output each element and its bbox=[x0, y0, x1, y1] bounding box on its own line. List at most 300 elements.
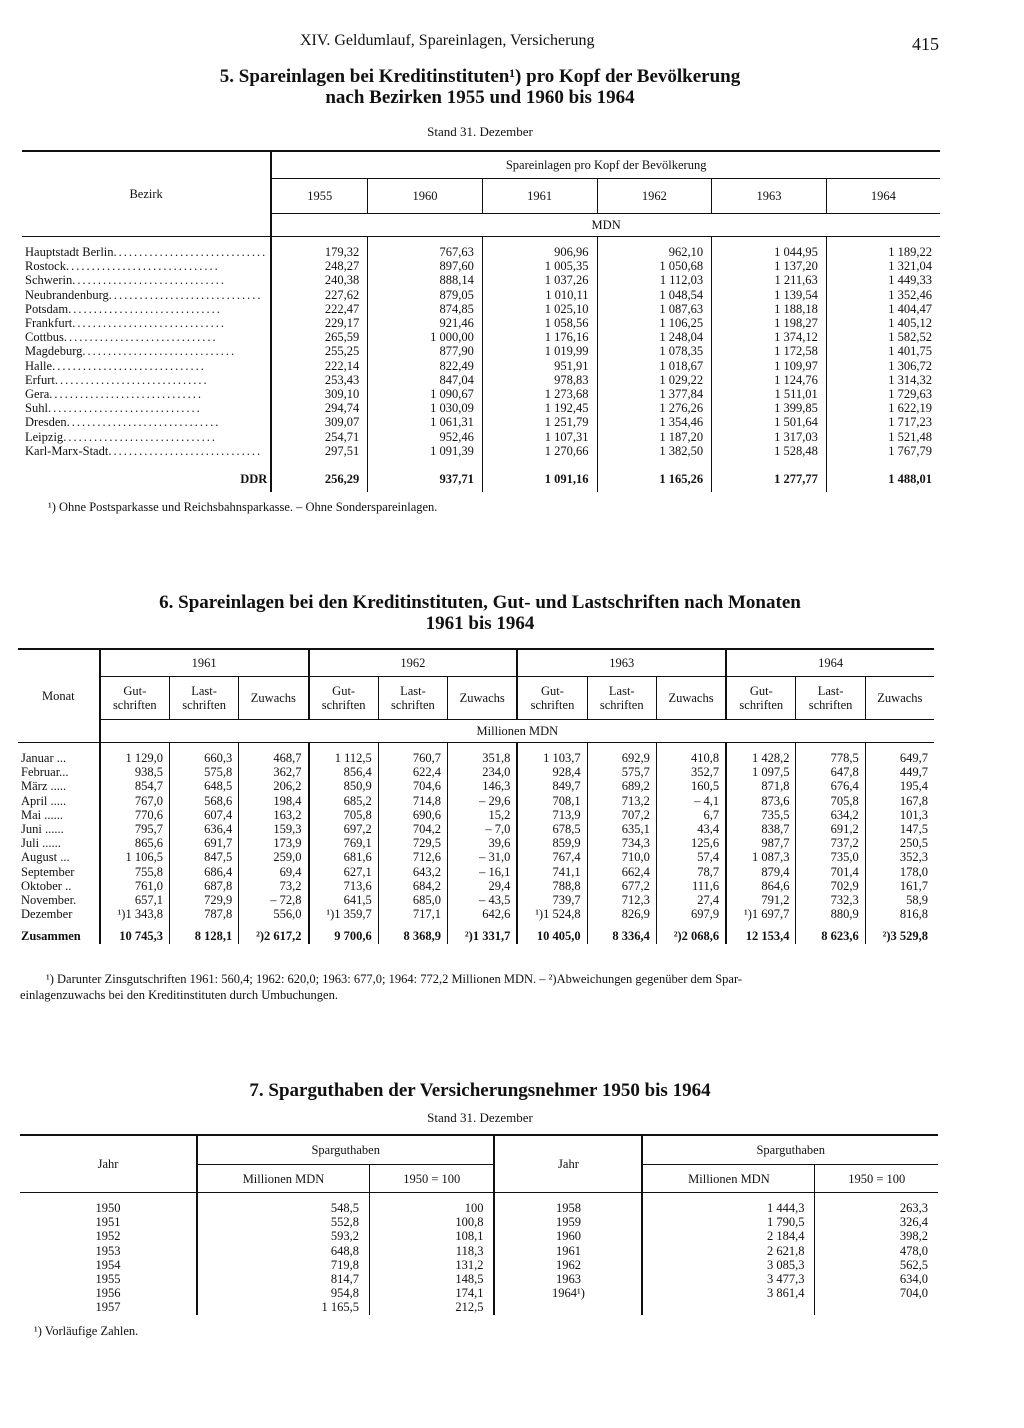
table5-title bbox=[120, 66, 840, 108]
table-cell: ¹)1 359,7 bbox=[309, 907, 379, 921]
table-cell: 1 321,04 bbox=[826, 259, 940, 273]
table-row bbox=[20, 1193, 938, 1216]
row-label bbox=[22, 259, 271, 273]
table-cell: 888,14 bbox=[368, 273, 483, 287]
row-name: Gera bbox=[25, 387, 50, 402]
row-label bbox=[22, 415, 271, 429]
table-cell: 714,8 bbox=[378, 794, 447, 808]
table-cell: – 72,8 bbox=[239, 893, 309, 907]
table-cell: 1 112,03 bbox=[597, 273, 712, 287]
table-cell: 1950 bbox=[95, 1201, 121, 1215]
row-name: Karl-Marx-Stadt bbox=[25, 443, 109, 458]
table-row bbox=[20, 1300, 938, 1314]
table-cell: 1 109,97 bbox=[712, 359, 827, 373]
table-cell: 1 404,47 bbox=[826, 302, 940, 316]
table-cell: 854,7 bbox=[100, 779, 170, 793]
table-cell: 1 189,22 bbox=[826, 237, 940, 260]
table-cell: 8 368,9 bbox=[378, 921, 447, 943]
table5-stand: Stand 31. Dezember bbox=[427, 124, 533, 139]
table6-total-row bbox=[18, 921, 934, 943]
table7-group-left: Sparguthaben bbox=[197, 1135, 494, 1165]
table-row bbox=[18, 794, 934, 808]
table-cell: 755,8 bbox=[100, 865, 170, 879]
table-cell: 1 270,66 bbox=[482, 444, 597, 458]
table-cell: 1 106,25 bbox=[597, 316, 712, 330]
table-cell: 259,0 bbox=[239, 850, 309, 864]
table-row bbox=[22, 415, 940, 429]
table-cell: 263,3 bbox=[815, 1193, 938, 1216]
table-cell: 1 018,67 bbox=[597, 359, 712, 373]
table-cell: 240,38 bbox=[271, 273, 367, 287]
row-name: Magdeburg bbox=[25, 344, 83, 359]
table-cell: 734,3 bbox=[587, 836, 656, 850]
table-cell: 1 087,3 bbox=[726, 850, 796, 864]
table-cell: 568,6 bbox=[169, 794, 238, 808]
table-cell: 297,51 bbox=[271, 444, 367, 458]
table-cell: 1 029,22 bbox=[597, 373, 712, 387]
table-row bbox=[20, 1286, 938, 1300]
table-cell: 928,4 bbox=[517, 765, 587, 779]
table-cell: 874,85 bbox=[368, 302, 483, 316]
table5-unit: MDN bbox=[271, 214, 940, 237]
table-cell: 351,8 bbox=[448, 743, 518, 766]
table-cell: 1 000,00 bbox=[368, 330, 483, 344]
table6-year-header: 1963 bbox=[517, 649, 726, 677]
table-cell: 729,5 bbox=[378, 836, 447, 850]
table-cell: 101,3 bbox=[865, 808, 934, 822]
table-cell: 921,46 bbox=[368, 316, 483, 330]
table6-title-line2: 1961 bis 1964 bbox=[425, 613, 535, 634]
table-row bbox=[18, 850, 934, 864]
table-row bbox=[18, 879, 934, 893]
table-cell: ²)3 529,8 bbox=[865, 921, 934, 943]
table-cell: 847,5 bbox=[169, 850, 238, 864]
table-cell: 3 477,3 bbox=[642, 1272, 814, 1286]
page-number: 415 bbox=[912, 34, 939, 54]
table-cell: 234,0 bbox=[448, 765, 518, 779]
table-cell: 1 382,50 bbox=[597, 444, 712, 458]
table-row bbox=[18, 808, 934, 822]
table-cell: 1 091,39 bbox=[368, 444, 483, 458]
row-name: Rostock bbox=[25, 259, 66, 274]
table-cell: 678,5 bbox=[517, 822, 587, 836]
table-row bbox=[22, 359, 940, 373]
table5-year-header: 1955 bbox=[271, 179, 367, 214]
table-cell: 1 399,85 bbox=[712, 401, 827, 415]
row-name: Halle bbox=[25, 358, 53, 373]
row-label bbox=[22, 344, 271, 358]
table-cell: 701,4 bbox=[796, 865, 865, 879]
table6-subheader-last: Last- schriften bbox=[796, 677, 865, 720]
table-cell: 649,7 bbox=[865, 743, 934, 766]
table-cell: 148,5 bbox=[369, 1272, 494, 1286]
table-cell: 791,2 bbox=[726, 893, 796, 907]
table-cell: 1 354,46 bbox=[597, 415, 712, 429]
table-cell: 131,2 bbox=[369, 1258, 494, 1272]
leader-dots: .............................. bbox=[49, 387, 204, 402]
table-cell: 1956 bbox=[95, 1286, 121, 1301]
table-cell: 951,91 bbox=[482, 359, 597, 373]
table-cell: 118,3 bbox=[369, 1244, 494, 1258]
row-label: Mai ...... bbox=[21, 807, 64, 822]
table-cell: 739,7 bbox=[517, 893, 587, 907]
table-cell: 57,4 bbox=[656, 850, 726, 864]
table-cell: 760,7 bbox=[378, 743, 447, 766]
table-cell: 897,60 bbox=[368, 259, 483, 273]
table6-title bbox=[40, 592, 920, 634]
table-cell: 1 172,58 bbox=[712, 344, 827, 358]
table-row bbox=[20, 1229, 938, 1243]
row-name: Leipzig bbox=[25, 429, 64, 444]
row-label bbox=[22, 316, 271, 330]
table-cell: 978,83 bbox=[482, 373, 597, 387]
table-cell: 1 058,56 bbox=[482, 316, 597, 330]
table-cell: 9 700,6 bbox=[309, 921, 379, 943]
table-cell: 309,07 bbox=[271, 415, 367, 429]
table-cell: 163,2 bbox=[239, 808, 309, 822]
table7-title: 7. Sparguthaben der Versicherungsnehmer 1950 bis 1964 bbox=[249, 1080, 711, 1101]
table-cell: 1 165,5 bbox=[197, 1300, 369, 1314]
table-cell: 879,4 bbox=[726, 865, 796, 879]
row-name: Frankfurt bbox=[25, 316, 73, 331]
table-cell: 227,62 bbox=[271, 288, 367, 302]
table-cell: 704,6 bbox=[378, 779, 447, 793]
table-cell: 719,8 bbox=[197, 1258, 369, 1272]
table-row bbox=[22, 237, 940, 260]
table6-subheader-gut: Gut- schriften bbox=[517, 677, 587, 720]
leader-dots: .............................. bbox=[113, 245, 268, 259]
table7-col-index-left: 1950 = 100 bbox=[369, 1165, 494, 1193]
table-cell: 1 087,63 bbox=[597, 302, 712, 316]
table-cell: 1 090,67 bbox=[368, 387, 483, 401]
table6-subheader-zuw: Zuwachs bbox=[865, 677, 934, 720]
table5-title-line2: nach Bezirken 1955 und 1960 bis 1964 bbox=[325, 87, 635, 108]
table-cell: 707,2 bbox=[587, 808, 656, 822]
table7-stand: Stand 31. Dezember bbox=[427, 1110, 533, 1125]
table-cell: 954,8 bbox=[197, 1286, 369, 1300]
table-cell: 713,2 bbox=[587, 794, 656, 808]
leader-dots: .............................. bbox=[68, 301, 222, 316]
table-cell: 562,5 bbox=[815, 1258, 938, 1272]
table6-subheader-last: Last- schriften bbox=[169, 677, 238, 720]
table-cell: 767,63 bbox=[368, 237, 483, 260]
table6-footnote-1: ¹) Darunter Zinsgutschriften 1961: 560,4; 1962: 620,0; 1963: 677,0; 1964: 772,2 Millionen MDN. – ²)Abweichungen gegenüber dem Spar- bbox=[46, 972, 743, 986]
table-cell bbox=[494, 1300, 642, 1314]
table-cell: 691,7 bbox=[169, 836, 238, 850]
table-cell: 3 861,4 bbox=[642, 1286, 814, 1300]
table-cell: 1 277,77 bbox=[712, 458, 827, 492]
table5-title-line1: 5. Spareinlagen bei Kreditinstituten¹) pro Kopf der Bevölkerung bbox=[219, 66, 741, 87]
table6-subheader-gut: Gut- schriften bbox=[309, 677, 379, 720]
table-cell: 255,25 bbox=[271, 344, 367, 358]
table-cell: 826,9 bbox=[587, 907, 656, 921]
table-cell: 636,4 bbox=[169, 822, 238, 836]
table-cell: 657,1 bbox=[100, 893, 170, 907]
table-cell: 676,4 bbox=[796, 779, 865, 793]
table-cell: 1955 bbox=[95, 1272, 121, 1287]
table-cell: 265,59 bbox=[271, 330, 367, 344]
leader-dots: .............................. bbox=[52, 358, 206, 373]
table-cell: 687,8 bbox=[169, 879, 238, 893]
table6-subheader-gut: Gut- schriften bbox=[726, 677, 796, 720]
row-name: Dresden bbox=[25, 415, 67, 430]
row-label bbox=[22, 430, 271, 444]
leader-dots: .............................. bbox=[108, 287, 263, 302]
table6-year-header: 1962 bbox=[309, 649, 518, 677]
table-cell: 689,2 bbox=[587, 779, 656, 793]
table5-year-header: 1960 bbox=[368, 179, 483, 214]
table-cell: 100,8 bbox=[369, 1215, 494, 1229]
table-cell: 410,8 bbox=[656, 743, 726, 766]
table-cell: 326,4 bbox=[815, 1215, 938, 1229]
table-cell: 1 401,75 bbox=[826, 344, 940, 358]
table-cell: ²)1 331,7 bbox=[448, 921, 518, 943]
row-label bbox=[22, 401, 271, 415]
table-cell: 178,0 bbox=[865, 865, 934, 879]
leader-dots: .............................. bbox=[47, 401, 202, 416]
table-cell: 254,71 bbox=[271, 430, 367, 444]
table-cell: 1951 bbox=[95, 1215, 121, 1230]
table-cell: 43,4 bbox=[656, 822, 726, 836]
table-row bbox=[22, 430, 940, 444]
table-cell: 769,1 bbox=[309, 836, 379, 850]
table-row bbox=[18, 893, 934, 907]
table-cell: 708,1 bbox=[517, 794, 587, 808]
table-cell: 838,7 bbox=[726, 822, 796, 836]
table-cell: – 43,5 bbox=[448, 893, 518, 907]
row-label: Zusammen bbox=[21, 929, 81, 944]
table-cell: 704,0 bbox=[815, 1286, 938, 1300]
table-cell: 690,6 bbox=[378, 808, 447, 822]
table-cell: – 16,1 bbox=[448, 865, 518, 879]
table-cell: 1 037,26 bbox=[482, 273, 597, 287]
table-cell: 1954 bbox=[95, 1257, 121, 1272]
table-cell: 787,8 bbox=[169, 907, 238, 921]
leader-dots: .............................. bbox=[108, 443, 263, 458]
table-cell: 352,7 bbox=[656, 765, 726, 779]
table5-year-header: 1964 bbox=[826, 179, 940, 214]
table-cell: 69,4 bbox=[239, 865, 309, 879]
leader-dots: .............................. bbox=[63, 429, 217, 444]
table-cell: 681,6 bbox=[309, 850, 379, 864]
leader-dots: .............................. bbox=[65, 259, 220, 274]
table-cell: 125,6 bbox=[656, 836, 726, 850]
table-cell: 1 030,09 bbox=[368, 401, 483, 415]
table6-year-header: 1961 bbox=[100, 649, 309, 677]
table-row bbox=[22, 373, 940, 387]
table-cell: 877,90 bbox=[368, 344, 483, 358]
table-row bbox=[18, 865, 934, 879]
table-cell: 1963 bbox=[494, 1272, 642, 1286]
table-cell: 705,8 bbox=[309, 808, 379, 822]
table-cell: 575,7 bbox=[587, 765, 656, 779]
table-cell: 685,0 bbox=[378, 893, 447, 907]
table-cell: 634,2 bbox=[796, 808, 865, 822]
table-cell: 1959 bbox=[494, 1215, 642, 1229]
table-cell: 847,04 bbox=[368, 373, 483, 387]
table-cell: 167,8 bbox=[865, 794, 934, 808]
table-cell: 635,1 bbox=[587, 822, 656, 836]
table-cell: 737,2 bbox=[796, 836, 865, 850]
row-label bbox=[22, 302, 271, 316]
table-cell: 362,7 bbox=[239, 765, 309, 779]
table-cell: 622,4 bbox=[378, 765, 447, 779]
table-cell: 627,1 bbox=[309, 865, 379, 879]
table5-year-header: 1962 bbox=[597, 179, 712, 214]
table-cell: 398,2 bbox=[815, 1229, 938, 1243]
table-cell: 222,47 bbox=[271, 302, 367, 316]
table-cell: 1 767,79 bbox=[826, 444, 940, 458]
table-cell: 814,7 bbox=[197, 1272, 369, 1286]
table-cell: 770,6 bbox=[100, 808, 170, 822]
table-cell: 816,8 bbox=[865, 907, 934, 921]
table7-col-jahr-left: Jahr bbox=[20, 1135, 197, 1193]
table-cell: 179,32 bbox=[271, 237, 367, 260]
table-row bbox=[18, 765, 934, 779]
table-cell: 648,8 bbox=[197, 1244, 369, 1258]
leader-dots: .............................. bbox=[72, 273, 226, 288]
leader-dots: .............................. bbox=[72, 316, 226, 331]
table-cell: 767,4 bbox=[517, 850, 587, 864]
table-cell: 1 488,01 bbox=[826, 458, 940, 492]
table-cell: 850,9 bbox=[309, 779, 379, 793]
table-cell: 1 198,27 bbox=[712, 316, 827, 330]
row-name: Potsdam bbox=[25, 301, 69, 316]
table-cell: – 4,1 bbox=[656, 794, 726, 808]
table-cell: 677,2 bbox=[587, 879, 656, 893]
table-cell: 1 306,72 bbox=[826, 359, 940, 373]
table5-group-header: Spareinlagen pro Kopf der Bevölkerung bbox=[271, 151, 940, 179]
table-cell: 1 107,31 bbox=[482, 430, 597, 444]
table-cell: 735,0 bbox=[796, 850, 865, 864]
table-cell: 2 184,4 bbox=[642, 1229, 814, 1243]
row-label bbox=[22, 330, 271, 344]
table-cell: 73,2 bbox=[239, 879, 309, 893]
table-cell: 859,9 bbox=[517, 836, 587, 850]
table-cell: 987,7 bbox=[726, 836, 796, 850]
table-cell: 108,1 bbox=[369, 1229, 494, 1243]
row-name: Hauptstadt Berlin bbox=[25, 245, 114, 259]
table-cell: 1 010,11 bbox=[482, 288, 597, 302]
table-row bbox=[18, 822, 934, 836]
table7 bbox=[20, 1134, 938, 1315]
table-cell: 1 444,3 bbox=[642, 1193, 814, 1216]
table-cell: 222,14 bbox=[271, 359, 367, 373]
table-cell: 702,9 bbox=[796, 879, 865, 893]
table-cell: 593,2 bbox=[197, 1229, 369, 1243]
row-label: April ..... bbox=[21, 793, 67, 808]
table-cell: 147,5 bbox=[865, 822, 934, 836]
table-cell: 1958 bbox=[494, 1193, 642, 1216]
table-cell: ²)2 068,6 bbox=[656, 921, 726, 943]
table-cell: 111,6 bbox=[656, 879, 726, 893]
table-cell: 607,4 bbox=[169, 808, 238, 822]
table-cell: 161,7 bbox=[865, 879, 934, 893]
table-cell: 1961 bbox=[494, 1244, 642, 1258]
row-name: Schwerin bbox=[25, 273, 73, 288]
table7-col-jahr-right: Jahr bbox=[494, 1135, 642, 1193]
row-label: Februar... bbox=[21, 765, 69, 780]
table-cell: 704,2 bbox=[378, 822, 447, 836]
table-cell: ¹)1 524,8 bbox=[517, 907, 587, 921]
table-cell: 146,3 bbox=[448, 779, 518, 793]
row-label bbox=[22, 444, 271, 458]
row-label: Oktober .. bbox=[21, 878, 72, 893]
table-cell: 1 106,5 bbox=[100, 850, 170, 864]
table-cell: 556,0 bbox=[239, 907, 309, 921]
table-row bbox=[18, 836, 934, 850]
table6-subheader-zuw: Zuwachs bbox=[448, 677, 518, 720]
table-row bbox=[20, 1244, 938, 1258]
row-name: Suhl bbox=[25, 401, 48, 416]
table-row bbox=[18, 779, 934, 793]
table-cell: 735,5 bbox=[726, 808, 796, 822]
table-cell: ¹)1 697,7 bbox=[726, 907, 796, 921]
table-cell: 8 336,4 bbox=[587, 921, 656, 943]
table-cell: 1 112,5 bbox=[309, 743, 379, 766]
row-name: Neubrandenburg bbox=[25, 287, 109, 302]
table7-col-index-right: 1950 = 100 bbox=[815, 1165, 938, 1193]
table-cell: 864,6 bbox=[726, 879, 796, 893]
table-cell: 1962 bbox=[494, 1258, 642, 1272]
table-cell: 1953 bbox=[95, 1243, 121, 1258]
table-cell: 1 248,04 bbox=[597, 330, 712, 344]
table-cell: 206,2 bbox=[239, 779, 309, 793]
chapter-header: XIV. Geldumlauf, Spareinlagen, Versicherung bbox=[300, 32, 595, 49]
row-label: Dezember bbox=[21, 907, 73, 922]
table-cell: 660,3 bbox=[169, 743, 238, 766]
table-cell: 879,05 bbox=[368, 288, 483, 302]
table-row bbox=[22, 288, 940, 302]
table6-subheader-zuw: Zuwachs bbox=[239, 677, 309, 720]
table-cell: 478,0 bbox=[815, 1244, 938, 1258]
row-name: Cottbus bbox=[25, 330, 64, 345]
table-cell: 1 501,64 bbox=[712, 415, 827, 429]
table5-col-bezirk: Bezirk bbox=[22, 151, 271, 237]
table-cell: 697,2 bbox=[309, 822, 379, 836]
table-cell: 713,6 bbox=[309, 879, 379, 893]
table-row bbox=[22, 302, 940, 316]
table-cell: 767,0 bbox=[100, 794, 170, 808]
table-cell: ¹)1 343,8 bbox=[100, 907, 170, 921]
leader-dots: .............................. bbox=[66, 415, 221, 430]
table-cell: 1 048,54 bbox=[597, 288, 712, 302]
table-cell: 8 128,1 bbox=[169, 921, 238, 943]
table-cell: 962,10 bbox=[597, 237, 712, 260]
table-cell: 1 374,12 bbox=[712, 330, 827, 344]
table-cell: 713,9 bbox=[517, 808, 587, 822]
table-cell: 58,9 bbox=[865, 893, 934, 907]
row-label bbox=[22, 373, 271, 387]
table6-subheader-last: Last- schriften bbox=[378, 677, 447, 720]
table-cell: 692,9 bbox=[587, 743, 656, 766]
table-cell: 1 622,19 bbox=[826, 401, 940, 415]
table6-col-monat: Monat bbox=[18, 649, 100, 743]
table-cell: 710,0 bbox=[587, 850, 656, 864]
table-cell: 1 176,16 bbox=[482, 330, 597, 344]
table-row bbox=[22, 330, 940, 344]
table5-total-row bbox=[22, 458, 940, 492]
table-cell: 253,43 bbox=[271, 373, 367, 387]
table-cell: 198,4 bbox=[239, 794, 309, 808]
table-cell: 662,4 bbox=[587, 865, 656, 879]
table-cell: 160,5 bbox=[656, 779, 726, 793]
table-cell: 174,1 bbox=[369, 1286, 494, 1300]
table-cell: 6,7 bbox=[656, 808, 726, 822]
table-cell: 575,8 bbox=[169, 765, 238, 779]
table-cell: 1 188,18 bbox=[712, 302, 827, 316]
table6-footnote-2: einlagenzuwachs bei den Kreditinstituten durch Umbuchungen. bbox=[20, 988, 338, 1002]
